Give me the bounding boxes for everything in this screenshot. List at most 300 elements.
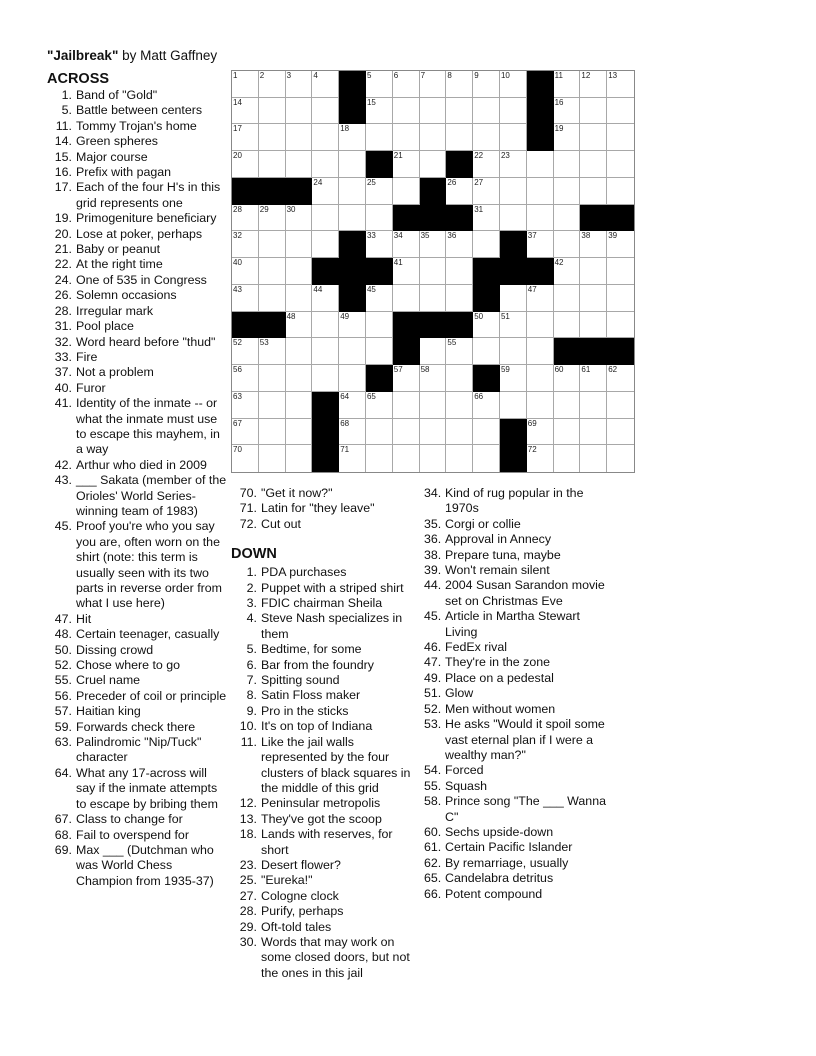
down-clue[interactable] [231,596,411,611]
across-clue[interactable] [47,242,229,257]
down-clue[interactable] [424,517,609,532]
grid-cell[interactable] [554,285,581,312]
grid-cell[interactable] [286,419,313,446]
grid-cell[interactable] [500,392,527,419]
across-clue[interactable] [47,319,229,334]
down-clue[interactable] [231,812,411,827]
across-clue[interactable] [47,704,229,719]
grid-cell[interactable] [500,178,527,205]
grid-cell[interactable] [232,392,259,419]
black-square [446,205,473,232]
black-square [393,338,420,365]
grid-cell[interactable] [527,338,554,365]
grid-cell[interactable] [607,231,634,258]
grid-cell[interactable] [259,338,286,365]
grid-cell[interactable] [473,151,500,178]
grid-cell[interactable] [259,151,286,178]
down-clue[interactable] [424,825,609,840]
grid-cell[interactable] [607,312,634,339]
grid-cell[interactable] [259,285,286,312]
across-clue[interactable] [47,165,229,180]
grid-cell[interactable] [286,392,313,419]
grid-cell[interactable] [580,365,607,392]
grid-cell[interactable] [554,312,581,339]
grid-cell[interactable] [607,285,634,312]
grid-cell[interactable] [607,151,634,178]
grid-cell[interactable] [607,392,634,419]
grid-cell[interactable] [446,445,473,472]
grid-cell[interactable] [500,365,527,392]
grid-cell[interactable] [607,98,634,125]
grid-cell[interactable] [312,178,339,205]
down-clue[interactable] [231,658,411,673]
down-clue[interactable] [231,704,411,719]
grid-cell[interactable] [580,231,607,258]
across-clue[interactable] [47,396,229,458]
grid-cell[interactable] [366,71,393,98]
grid-cell[interactable] [554,258,581,285]
down-clue[interactable] [231,565,411,580]
grid-cell[interactable] [420,124,447,151]
grid-cell[interactable] [446,285,473,312]
grid-cell[interactable] [527,312,554,339]
across-clue[interactable] [47,365,229,380]
down-clue[interactable] [424,640,609,655]
across-clue[interactable] [47,643,229,658]
grid-cell[interactable] [527,178,554,205]
across-clue[interactable] [47,119,229,134]
grid-cell[interactable] [527,365,554,392]
down-clue[interactable] [231,611,411,642]
across-clue[interactable] [47,304,229,319]
grid-cell[interactable] [312,285,339,312]
grid-cell[interactable] [500,338,527,365]
grid-cell[interactable] [366,312,393,339]
grid-cell[interactable] [259,205,286,232]
clue-text: FDIC chairman Sheila [261,596,383,611]
grid-cell[interactable] [312,312,339,339]
grid-cell[interactable] [259,124,286,151]
down-clue[interactable] [424,671,609,686]
grid-cell[interactable] [473,445,500,472]
grid-cell[interactable] [232,231,259,258]
grid-cell[interactable] [580,178,607,205]
grid-cell[interactable] [420,285,447,312]
across-clue[interactable] [47,134,229,149]
grid-cell[interactable] [286,338,313,365]
grid-cell[interactable] [312,231,339,258]
grid-cell[interactable] [580,285,607,312]
cell-number: 59 [500,365,510,375]
grid-cell[interactable] [232,285,259,312]
grid-cell[interactable] [393,231,420,258]
down-clue[interactable] [231,904,411,919]
grid-cell[interactable] [393,419,420,446]
grid-cell[interactable] [554,151,581,178]
grid-cell[interactable] [527,231,554,258]
grid-cell[interactable] [607,419,634,446]
grid-cell[interactable] [366,445,393,472]
down-clue[interactable] [424,655,609,670]
down-clue[interactable] [231,735,411,797]
grid-cell[interactable] [607,445,634,472]
grid-cell[interactable] [554,205,581,232]
grid-cell[interactable] [580,258,607,285]
grid-cell[interactable] [393,124,420,151]
grid-cell[interactable] [232,71,259,98]
down-clue[interactable] [424,763,609,778]
down-clue[interactable] [231,719,411,734]
grid-cell[interactable] [527,205,554,232]
grid-cell[interactable] [312,338,339,365]
down-clue[interactable] [424,578,609,609]
grid-cell[interactable] [232,419,259,446]
clue-text: Band of "Gold" [76,88,158,102]
grid-cell[interactable] [312,365,339,392]
clue-number: 64. [54,765,72,780]
across-clue[interactable] [47,257,229,272]
grid-cell[interactable] [286,365,313,392]
black-square [339,98,366,125]
down-clue[interactable] [231,873,411,888]
grid-cell[interactable] [446,98,473,125]
grid-cell[interactable] [393,445,420,472]
grid-cell[interactable] [366,392,393,419]
across-clue[interactable] [47,689,229,704]
clue-number: 53. [424,717,442,732]
grid-cell[interactable] [393,178,420,205]
grid-cell[interactable] [312,124,339,151]
grid-cell[interactable] [607,124,634,151]
cell-number: 32 [233,231,242,241]
grid-cell[interactable] [312,71,339,98]
grid-cell[interactable] [393,285,420,312]
clue-text: Peninsular metropolis [261,796,381,811]
clue-text: ___ Sakata (member of the Orioles' World Series-winning team of 1983) [76,473,227,518]
across-clue[interactable] [47,211,229,226]
down-clue[interactable] [231,673,411,688]
cell-number: 30 [286,204,296,214]
grid-cell[interactable] [420,338,447,365]
grid-cell[interactable] [420,151,447,178]
grid-cell[interactable] [259,258,286,285]
grid-cell[interactable] [286,445,313,472]
grid-cell[interactable] [473,419,500,446]
across-clue[interactable] [47,150,229,165]
grid-cell[interactable] [580,151,607,178]
grid-cell[interactable] [554,124,581,151]
grid-cell[interactable] [232,258,259,285]
grid-cell[interactable] [232,124,259,151]
cell-number: 44 [313,284,323,294]
grid-cell[interactable] [339,205,366,232]
grid-cell[interactable] [286,71,313,98]
grid-cell[interactable] [339,392,366,419]
down-clue[interactable] [424,486,609,517]
grid-cell[interactable] [473,392,500,419]
across-clue[interactable] [47,381,229,396]
across-clue[interactable] [47,103,229,118]
grid-cell[interactable] [232,445,259,472]
grid-cell[interactable] [554,231,581,258]
clue-number: 40. [54,380,72,395]
grid-cell[interactable] [259,71,286,98]
grid-cell[interactable] [366,205,393,232]
grid-cell[interactable] [420,71,447,98]
across-clue[interactable] [231,517,411,532]
grid-cell[interactable] [286,312,313,339]
cell-number: 26 [447,177,457,187]
down-clue[interactable] [231,827,411,858]
across-clue[interactable] [47,180,229,211]
grid-cell[interactable] [286,205,313,232]
grid-cell[interactable] [446,338,473,365]
down-clue[interactable] [231,688,411,703]
grid-cell[interactable] [580,71,607,98]
grid-cell[interactable] [580,124,607,151]
grid-cell[interactable] [607,258,634,285]
grid-cell[interactable] [473,71,500,98]
grid-cell[interactable] [554,365,581,392]
grid-cell[interactable] [366,231,393,258]
grid-cell[interactable] [500,98,527,125]
down-clue[interactable] [424,686,609,701]
grid-cell[interactable] [366,98,393,125]
grid-cell[interactable] [339,445,366,472]
grid-cell[interactable] [339,151,366,178]
black-square [232,178,259,205]
grid-cell[interactable] [473,124,500,151]
grid-cell[interactable] [527,419,554,446]
grid-cell[interactable] [232,338,259,365]
grid-cell[interactable] [527,392,554,419]
across-clue[interactable] [47,658,229,673]
down-clue[interactable] [424,702,609,717]
grid-cell[interactable] [500,285,527,312]
grid-cell[interactable] [259,445,286,472]
grid-cell[interactable] [607,365,634,392]
grid-cell[interactable] [420,231,447,258]
cell-number: 68 [340,418,350,428]
down-clue[interactable] [231,858,411,873]
across-clue[interactable] [47,720,229,735]
clue-text: Forced [445,763,484,778]
grid-cell[interactable] [259,231,286,258]
grid-cell[interactable] [420,365,447,392]
down-clue[interactable] [424,794,609,825]
grid-cell[interactable] [473,205,500,232]
grid-cell[interactable] [446,178,473,205]
down-clue[interactable] [424,840,609,855]
across-clue[interactable] [47,519,229,611]
grid-cell[interactable] [446,258,473,285]
black-square [420,178,447,205]
grid-cell[interactable] [607,71,634,98]
grid-cell[interactable] [366,285,393,312]
grid-cell[interactable] [339,178,366,205]
down-clue[interactable] [424,548,609,563]
grid-cell[interactable] [420,258,447,285]
black-square [420,205,447,232]
grid-cell[interactable] [259,419,286,446]
grid-cell[interactable] [393,151,420,178]
cell-number: 47 [527,284,537,294]
across-clue[interactable] [47,288,229,303]
down-clue[interactable] [231,581,411,596]
across-clue[interactable] [47,627,229,642]
grid-cell[interactable] [446,124,473,151]
down-clue[interactable] [424,563,609,578]
down-clue[interactable] [424,887,609,902]
down-clue[interactable] [231,889,411,904]
down-clue[interactable] [424,856,609,871]
grid-cell[interactable] [312,205,339,232]
grid-cell[interactable] [554,392,581,419]
grid-cell[interactable] [366,338,393,365]
grid-cell[interactable] [446,231,473,258]
grid-cell[interactable] [393,98,420,125]
grid-cell[interactable] [580,392,607,419]
down-clue[interactable] [424,609,609,640]
across-clue[interactable] [47,612,229,627]
grid-cell[interactable] [473,178,500,205]
across-clue[interactable] [47,828,229,843]
grid-cell[interactable] [554,419,581,446]
grid-cell[interactable] [339,365,366,392]
clue-number: 31. [54,319,72,334]
grid-cell[interactable] [527,151,554,178]
grid-cell[interactable] [366,419,393,446]
down-clue[interactable] [231,796,411,811]
grid-cell[interactable] [232,151,259,178]
grid-cell[interactable] [312,98,339,125]
grid-cell[interactable] [420,419,447,446]
grid-cell[interactable] [446,419,473,446]
across-clue[interactable] [47,88,229,103]
across-clue[interactable] [47,350,229,365]
grid-cell[interactable] [473,231,500,258]
grid-cell[interactable] [286,151,313,178]
black-square [607,338,634,365]
grid-cell[interactable] [286,258,313,285]
grid-cell[interactable] [554,445,581,472]
grid-cell[interactable] [473,338,500,365]
grid-cell[interactable] [286,98,313,125]
clue-number: 34. [424,486,442,500]
clue-text: What any 17-across will say if the inmate attempts to escape by bribing them [76,765,218,811]
grid-cell[interactable] [366,124,393,151]
clue-text: Pro in the sticks [261,703,349,718]
down-clue[interactable] [424,871,609,886]
across-clue[interactable] [47,473,229,519]
grid-cell[interactable] [580,445,607,472]
down-clue[interactable] [424,532,609,547]
crossword-grid[interactable] [231,70,635,473]
grid-cell[interactable] [393,71,420,98]
grid-cell[interactable] [554,98,581,125]
cell-number: 58 [420,365,430,375]
grid-cell[interactable] [500,312,527,339]
across-clue[interactable] [47,766,229,812]
grid-cell[interactable] [420,445,447,472]
across-clue[interactable] [47,812,229,827]
grid-cell[interactable] [339,124,366,151]
down-clue[interactable] [231,920,411,935]
black-square [527,98,554,125]
grid-cell[interactable] [339,338,366,365]
down-clue[interactable] [424,717,609,763]
grid-cell[interactable] [286,285,313,312]
across-clue[interactable] [231,501,411,516]
across-clue[interactable] [47,843,229,889]
black-square [500,258,527,285]
clue-number: 11. [55,118,72,133]
grid-cell[interactable] [393,392,420,419]
grid-cell[interactable] [580,312,607,339]
grid-cell[interactable] [259,98,286,125]
across-clue[interactable] [47,735,229,766]
grid-cell[interactable] [393,365,420,392]
across-clue[interactable] [47,458,229,473]
across-clue[interactable] [47,335,229,350]
across-clue[interactable] [47,273,229,288]
grid-cell[interactable] [473,312,500,339]
across-clue[interactable] [47,673,229,688]
grid-cell[interactable] [607,178,634,205]
down-clue[interactable] [231,642,411,657]
clue-text: Preceder of coil or principle [76,688,227,703]
grid-cell[interactable] [527,285,554,312]
grid-cell[interactable] [312,151,339,178]
grid-cell[interactable] [259,365,286,392]
grid-cell[interactable] [527,445,554,472]
clue-number: 26. [54,288,72,303]
grid-cell[interactable] [500,205,527,232]
grid-cell[interactable] [232,365,259,392]
grid-cell[interactable] [393,258,420,285]
clue-text: Desert flower? [261,857,341,872]
across-clue[interactable] [231,486,411,501]
grid-cell[interactable] [366,178,393,205]
down-clue[interactable] [231,935,411,981]
grid-cell[interactable] [500,151,527,178]
grid-cell[interactable] [500,71,527,98]
grid-cell[interactable] [554,178,581,205]
grid-cell[interactable] [420,98,447,125]
grid-cell[interactable] [339,419,366,446]
down-clue[interactable] [424,779,609,794]
grid-cell[interactable] [259,392,286,419]
grid-cell[interactable] [420,392,447,419]
grid-cell[interactable] [500,124,527,151]
grid-cell[interactable] [446,71,473,98]
grid-cell[interactable] [286,231,313,258]
clue-text: Green spheres [76,134,158,149]
grid-cell[interactable] [554,71,581,98]
grid-cell[interactable] [339,312,366,339]
grid-cell[interactable] [473,98,500,125]
grid-cell[interactable] [232,98,259,125]
grid-cell[interactable] [446,392,473,419]
grid-cell[interactable] [580,419,607,446]
grid-cell[interactable] [232,205,259,232]
across-clue[interactable] [47,227,229,242]
clue-text: Kind of rug popular in the 1970s [445,486,584,516]
grid-cell[interactable] [446,365,473,392]
grid-cell[interactable] [286,124,313,151]
clue-number: 42. [54,457,72,472]
grid-cell[interactable] [580,98,607,125]
